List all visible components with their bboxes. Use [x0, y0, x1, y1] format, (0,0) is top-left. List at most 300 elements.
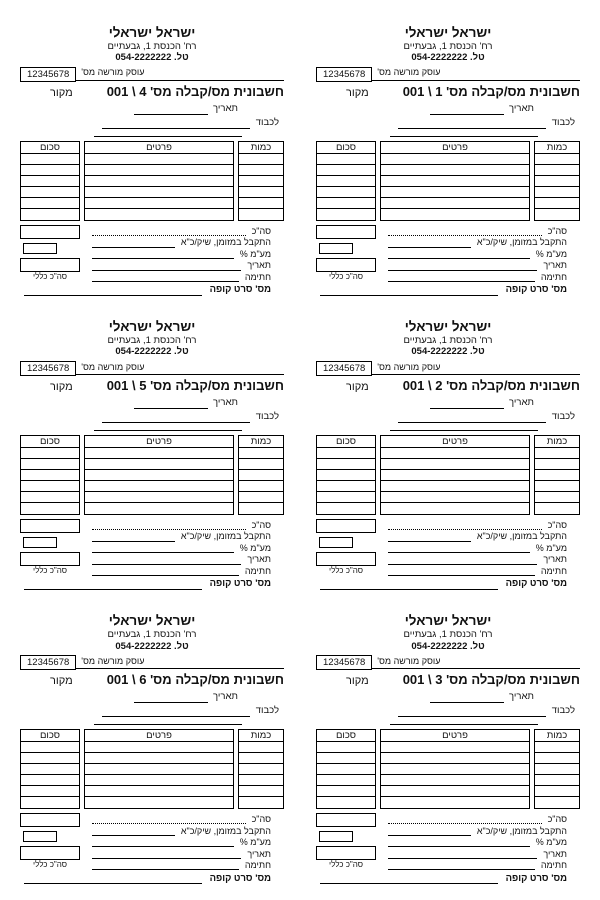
total-label: סה"כ — [251, 814, 271, 825]
date-label: תאריך — [213, 396, 238, 408]
register-label: מס' סרט קופה — [209, 578, 271, 590]
table-row — [381, 176, 529, 187]
date-label: תאריך — [509, 396, 534, 408]
to-line — [102, 121, 250, 129]
details-header: פרטים — [380, 435, 530, 448]
table-row — [381, 154, 529, 165]
register-row — [316, 285, 580, 296]
to-line — [390, 423, 538, 431]
table-row — [21, 176, 79, 187]
vat-label: מע"מ % — [239, 837, 271, 848]
table-row — [381, 198, 529, 209]
vat-label: מע"מ % — [535, 248, 567, 259]
table-row — [85, 209, 233, 220]
receipt-form — [316, 320, 580, 590]
signature-line — [388, 569, 535, 576]
date-line — [92, 264, 241, 271]
receipt-form — [316, 26, 580, 296]
quantity-cells — [534, 154, 580, 221]
form-title-text: חשבונית מס/קבלה מס' — [150, 377, 284, 393]
vat-label: מע"מ % — [239, 542, 271, 553]
amount-column — [316, 141, 376, 221]
grand-total-box — [20, 846, 80, 860]
quantity-cells — [238, 154, 284, 221]
business-header — [20, 26, 284, 64]
table-row — [535, 154, 579, 165]
table-row — [317, 187, 375, 198]
date-row-bottom — [380, 847, 580, 859]
vat-row — [84, 248, 284, 260]
table-row — [21, 775, 79, 786]
amount-header: סכום — [316, 141, 376, 154]
vat-row — [380, 542, 580, 554]
total-row — [380, 519, 580, 531]
dealer-number-box: 12345678 — [20, 361, 76, 376]
table-row — [535, 198, 579, 209]
totals-boxes — [316, 813, 376, 871]
to-label: לכבוד — [255, 410, 279, 422]
total-label: סה"כ — [547, 519, 567, 530]
table-row — [535, 459, 579, 470]
details-column — [84, 729, 234, 809]
business-header — [316, 26, 580, 64]
date-line — [134, 694, 208, 703]
vat-line — [92, 252, 234, 259]
grand-total-label: סה"כ כללי — [328, 565, 363, 575]
signature-row — [380, 565, 580, 577]
table-row — [21, 448, 79, 459]
table-row — [21, 154, 79, 165]
to-line — [94, 717, 242, 725]
signature-line — [92, 569, 239, 576]
vat-box — [319, 831, 353, 842]
table-row — [239, 459, 283, 470]
table-row — [239, 753, 283, 764]
original-label: מקור — [50, 87, 73, 100]
table-row — [317, 176, 375, 187]
title-row — [20, 85, 284, 100]
to-line — [102, 709, 250, 717]
totals-section — [20, 225, 284, 283]
register-row — [316, 579, 580, 590]
table-row — [381, 492, 529, 503]
business-address: רח' הכנסת 1, גבעתיים — [107, 629, 197, 641]
table-row — [85, 154, 233, 165]
register-line — [320, 289, 498, 296]
table-row — [239, 492, 283, 503]
table-row — [239, 797, 283, 808]
date-label: תאריך — [543, 848, 567, 859]
form-title — [107, 379, 284, 394]
grand-total-box — [20, 258, 80, 272]
quantity-cells — [238, 742, 284, 809]
table-row — [85, 797, 233, 808]
table-row — [21, 209, 79, 220]
table-row — [85, 753, 233, 764]
vat-line — [92, 546, 234, 553]
grand-total-label: סה"כ כללי — [328, 271, 363, 281]
table-row — [21, 492, 79, 503]
totals-boxes — [20, 813, 80, 871]
details-header: פרטים — [380, 141, 530, 154]
date-row — [20, 398, 284, 409]
table-row — [239, 154, 283, 165]
table-row — [85, 742, 233, 753]
table-row — [535, 470, 579, 481]
business-phone: טל. 054-2222222 — [115, 346, 189, 358]
vat-label: מע"מ % — [535, 837, 567, 848]
grand-total-box — [316, 258, 376, 272]
table-row — [317, 503, 375, 514]
register-line — [320, 877, 498, 884]
received-row — [380, 824, 580, 836]
signature-line — [388, 275, 535, 282]
table-row — [535, 786, 579, 797]
vat-box — [319, 243, 353, 254]
dealer-label: עוסק מורשה מס' — [377, 361, 441, 372]
totals-lines — [380, 225, 580, 283]
quantity-cells — [238, 448, 284, 515]
date-label: תאריך — [509, 691, 534, 703]
table-row — [535, 503, 579, 514]
business-address: רח' הכנסת 1, גבעתיים — [403, 629, 493, 641]
quantity-column — [534, 141, 580, 221]
form-title-text: חשבונית מס/קבלה מס' — [446, 672, 580, 688]
to-line — [102, 415, 250, 423]
total-label: סה"כ — [547, 225, 567, 236]
date-row — [20, 104, 284, 115]
table-row — [535, 742, 579, 753]
table-row — [317, 775, 375, 786]
totals-lines — [380, 519, 580, 577]
to-label: לכבוד — [551, 705, 575, 717]
table-row — [85, 481, 233, 492]
quantity-column — [238, 729, 284, 809]
date-label: תאריך — [213, 691, 238, 703]
table-row — [381, 775, 529, 786]
to-line — [398, 121, 546, 129]
register-line — [320, 583, 498, 590]
amount-column — [316, 435, 376, 515]
register-row — [20, 579, 284, 590]
items-table — [20, 729, 284, 809]
business-phone: טל. 054-2222222 — [411, 52, 485, 64]
table-row — [317, 786, 375, 797]
table-row — [381, 503, 529, 514]
table-row — [317, 165, 375, 176]
form-title — [107, 673, 284, 688]
form-title — [107, 85, 284, 100]
register-row — [20, 873, 284, 884]
to-line — [94, 423, 242, 431]
signature-label: חתימה — [540, 565, 567, 576]
total-line — [92, 523, 246, 530]
table-row — [535, 481, 579, 492]
quantity-header: כמות — [238, 435, 284, 448]
amount-cells — [316, 448, 376, 515]
dealer-label: עוסק מורשה מס' — [81, 67, 145, 78]
table-row — [239, 764, 283, 775]
table-row — [85, 198, 233, 209]
table-row — [317, 742, 375, 753]
table-row — [239, 198, 283, 209]
original-label: מקור — [346, 381, 369, 394]
dealer-row — [316, 359, 580, 375]
original-label: מקור — [50, 675, 73, 688]
table-row — [85, 786, 233, 797]
amount-header: סכום — [20, 729, 80, 742]
quantity-cells — [534, 742, 580, 809]
date-row — [316, 104, 580, 115]
table-row — [381, 470, 529, 481]
register-label: מס' סרט קופה — [209, 284, 271, 296]
dealer-number-box: 12345678 — [316, 67, 372, 82]
dealer-number-box: 12345678 — [20, 67, 76, 82]
title-row — [316, 85, 580, 100]
quantity-column — [238, 435, 284, 515]
date-label: תאריך — [543, 554, 567, 565]
table-row — [85, 176, 233, 187]
to-label: לכבוד — [551, 116, 575, 128]
table-row — [239, 176, 283, 187]
total-line — [388, 817, 542, 824]
total-box — [316, 813, 376, 827]
receipt-number: 001 \ 1 — [402, 83, 443, 99]
business-name: ישראל ישראלי — [108, 319, 196, 335]
table-row — [381, 742, 529, 753]
total-line — [388, 229, 542, 236]
details-column — [380, 435, 530, 515]
date-label: תאריך — [247, 848, 271, 859]
vat-label: מע"מ % — [239, 248, 271, 259]
total-box — [20, 519, 80, 533]
table-row — [535, 209, 579, 220]
vat-row — [84, 542, 284, 554]
register-label: מס' סרט קופה — [505, 284, 567, 296]
register-line — [24, 877, 202, 884]
date-row-bottom — [380, 553, 580, 565]
table-row — [85, 492, 233, 503]
signature-label: חתימה — [244, 271, 271, 282]
table-row — [317, 481, 375, 492]
to-row — [316, 707, 580, 717]
to-label: לכבוד — [551, 410, 575, 422]
date-line — [430, 400, 504, 409]
table-row — [239, 775, 283, 786]
signature-row — [84, 565, 284, 577]
signature-row — [380, 271, 580, 283]
dealer-label: עוסק מורשה מס' — [81, 655, 145, 666]
received-label: התקבל במזומן, שיק/כ"א — [476, 237, 567, 248]
table-row — [85, 503, 233, 514]
totals-lines — [84, 813, 284, 871]
to-label: לכבוד — [255, 705, 279, 717]
total-box — [20, 813, 80, 827]
to-row — [20, 707, 284, 717]
date-line — [388, 852, 537, 859]
date-line — [388, 558, 537, 565]
table-row — [85, 448, 233, 459]
table-row — [535, 448, 579, 459]
table-row — [85, 470, 233, 481]
details-cells — [84, 448, 234, 515]
items-table — [20, 141, 284, 221]
received-line — [388, 241, 471, 248]
received-label: התקבל במזומן, שיק/כ"א — [180, 531, 271, 542]
quantity-column — [534, 729, 580, 809]
table-row — [381, 165, 529, 176]
business-address: רח' הכנסת 1, גבעתיים — [403, 40, 493, 52]
table-row — [21, 786, 79, 797]
vat-row — [380, 836, 580, 848]
received-row — [380, 236, 580, 248]
table-row — [317, 797, 375, 808]
table-row — [85, 775, 233, 786]
quantity-header: כמות — [534, 729, 580, 742]
items-table — [316, 729, 580, 809]
business-address: רח' הכנסת 1, גבעתיים — [107, 335, 197, 346]
totals-boxes — [20, 519, 80, 577]
totals-lines — [84, 225, 284, 283]
form-title-text: חשבונית מס/קבלה מס' — [446, 83, 580, 99]
table-row — [381, 753, 529, 764]
form-title-text: חשבונית מס/קבלה מס' — [150, 83, 284, 99]
date-row-bottom — [380, 259, 580, 271]
details-cells — [84, 154, 234, 221]
date-line — [430, 694, 504, 703]
table-row — [535, 775, 579, 786]
signature-label: חתימה — [244, 860, 271, 871]
business-header — [316, 614, 580, 652]
form-title — [403, 673, 580, 688]
received-row — [84, 530, 284, 542]
received-label: התקבל במזומן, שיק/כ"א — [476, 531, 567, 542]
register-label: מס' סרט קופה — [209, 872, 271, 884]
business-name: ישראל ישראלי — [108, 25, 196, 40]
form-title — [403, 379, 580, 394]
received-label: התקבל במזומן, שיק/כ"א — [476, 825, 567, 836]
business-name: ישראל ישראלי — [404, 25, 492, 40]
receipt-number: 001 \ 4 — [106, 83, 147, 99]
table-row — [317, 209, 375, 220]
amount-cells — [20, 742, 80, 809]
table-row — [239, 209, 283, 220]
form-title — [403, 85, 580, 100]
date-line — [134, 400, 208, 409]
details-header: פרטים — [84, 435, 234, 448]
totals-boxes — [20, 225, 80, 283]
table-row — [381, 481, 529, 492]
dealer-label: עוסק מורשה מס' — [81, 361, 145, 372]
vat-label: מע"מ % — [535, 542, 567, 553]
details-header: פרטים — [84, 729, 234, 742]
details-header: פרטים — [380, 729, 530, 742]
dealer-row — [316, 653, 580, 669]
totals-boxes — [316, 519, 376, 577]
signature-row — [380, 859, 580, 871]
to-line — [94, 129, 242, 137]
signature-label: חתימה — [244, 565, 271, 576]
table-row — [85, 459, 233, 470]
totals-section — [20, 813, 284, 871]
vat-row — [380, 248, 580, 260]
receipt-number: 001 \ 2 — [402, 377, 443, 393]
business-header — [20, 614, 284, 652]
business-name: ישראל ישראלי — [108, 613, 196, 629]
table-row — [535, 764, 579, 775]
vat-line — [388, 252, 530, 259]
grand-total-label: סה"כ כללי — [32, 565, 67, 575]
total-label: סה"כ — [251, 225, 271, 236]
table-row — [381, 764, 529, 775]
table-row — [239, 187, 283, 198]
totals-section — [316, 519, 580, 577]
received-label: התקבל במזומן, שיק/כ"א — [180, 825, 271, 836]
grand-total-box — [316, 552, 376, 566]
date-row-bottom — [84, 259, 284, 271]
dealer-number-box: 12345678 — [316, 655, 372, 670]
grand-total-box — [20, 552, 80, 566]
received-row — [84, 824, 284, 836]
dealer-label: עוסק מורשה מס' — [377, 67, 441, 78]
table-row — [21, 481, 79, 492]
quantity-column — [534, 435, 580, 515]
table-row — [317, 470, 375, 481]
total-box — [20, 225, 80, 239]
received-line — [92, 829, 175, 836]
vat-line — [388, 840, 530, 847]
date-row — [316, 692, 580, 703]
table-row — [535, 753, 579, 764]
to-row — [316, 116, 580, 129]
table-row — [21, 764, 79, 775]
date-row-bottom — [84, 553, 284, 565]
register-line — [24, 583, 202, 590]
dealer-row — [20, 359, 284, 375]
receipt-form — [20, 320, 284, 590]
title-row — [20, 379, 284, 394]
signature-row — [84, 859, 284, 871]
amount-header: סכום — [316, 729, 376, 742]
to-row — [20, 410, 284, 423]
table-row — [21, 742, 79, 753]
grand-total-label: סה"כ כללי — [328, 859, 363, 869]
table-row — [21, 797, 79, 808]
table-row — [239, 165, 283, 176]
vat-box — [319, 537, 353, 548]
table-row — [317, 448, 375, 459]
date-line — [134, 106, 208, 115]
date-line — [92, 558, 241, 565]
date-row-bottom — [84, 847, 284, 859]
signature-line — [92, 275, 239, 282]
table-row — [535, 187, 579, 198]
dealer-row — [20, 65, 284, 81]
details-cells — [84, 742, 234, 809]
received-row — [84, 236, 284, 248]
amount-column — [20, 435, 80, 515]
register-line — [24, 289, 202, 296]
to-line — [390, 129, 538, 137]
table-row — [317, 764, 375, 775]
receipt-form — [316, 614, 580, 884]
business-name: ישראל ישראלי — [404, 613, 492, 629]
table-row — [239, 481, 283, 492]
date-line — [388, 264, 537, 271]
total-row — [84, 813, 284, 825]
amount-header: סכום — [316, 435, 376, 448]
receipt-number: 001 \ 6 — [106, 672, 147, 688]
